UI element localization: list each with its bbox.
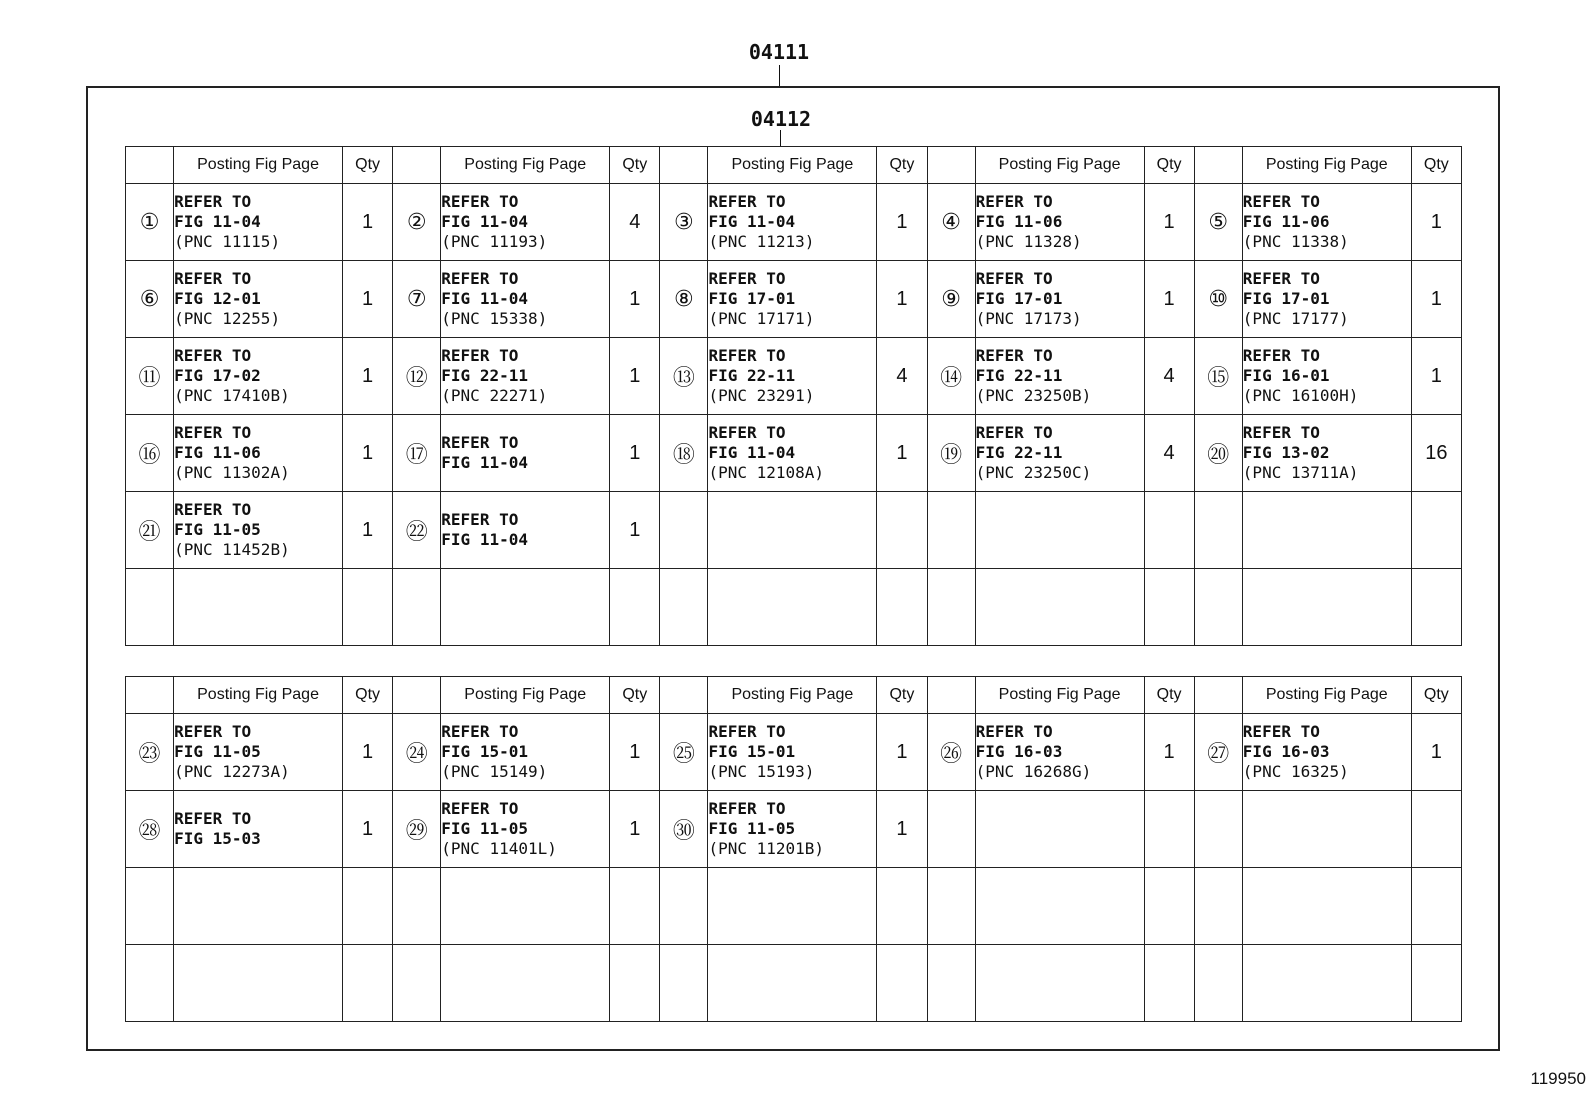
reference-cell <box>708 492 877 569</box>
quantity-cell: 1 <box>610 791 660 868</box>
fig-page-text: FIG 11-04 <box>441 530 528 549</box>
item-number <box>927 791 975 868</box>
table-row <box>126 415 1462 492</box>
fig-page-text: FIG 11-05 <box>174 742 261 761</box>
posting-fig-page-header: Posting Fig Page <box>174 677 343 714</box>
reference-cell <box>1242 261 1411 338</box>
reference-cell <box>975 261 1144 338</box>
reference-cell <box>441 868 610 945</box>
quantity-cell <box>877 492 927 569</box>
posting-fig-page-header: Posting Fig Page <box>1242 677 1411 714</box>
item-number: ⑩ <box>1194 261 1242 338</box>
quantity-cell <box>1411 791 1461 868</box>
pnc-text: (PNC 13711A) <box>1242 463 1359 482</box>
item-number: ⑱ <box>660 415 708 492</box>
reference-cell <box>975 415 1144 492</box>
reference-cell <box>708 338 877 415</box>
reference-cell <box>174 338 343 415</box>
fig-page-text: FIG 11-05 <box>441 819 528 838</box>
reference-cell <box>708 569 877 646</box>
item-number: ⑤ <box>1194 184 1242 261</box>
quantity-cell: 1 <box>1411 714 1461 791</box>
item-number <box>660 945 708 1022</box>
reference-cell <box>441 415 610 492</box>
qty-header: Qty <box>610 147 660 184</box>
quantity-cell <box>1411 569 1461 646</box>
refer-to-text: REFER TO <box>441 433 519 452</box>
quantity-cell: 1 <box>1144 261 1194 338</box>
qty-header: Qty <box>1144 147 1194 184</box>
item-number: ㉚ <box>660 791 708 868</box>
reference-cell <box>975 492 1144 569</box>
quantity-cell: 1 <box>1411 184 1461 261</box>
refer-to-text: REFER TO <box>708 192 786 211</box>
fig-page-text: FIG 22-11 <box>708 366 796 385</box>
refer-to-text: REFER TO <box>174 809 252 828</box>
reference-cell <box>174 415 343 492</box>
index-header-cell <box>1194 677 1242 714</box>
pnc-text: (PNC 15149) <box>441 762 548 781</box>
pnc-text: (PNC 15193) <box>708 762 815 781</box>
quantity-cell: 1 <box>343 338 393 415</box>
item-number <box>1194 492 1242 569</box>
pnc-text: (PNC 15338) <box>441 309 548 328</box>
posting-fig-page-header: Posting Fig Page <box>174 147 343 184</box>
pnc-text: (PNC 12255) <box>174 309 281 328</box>
quantity-cell <box>343 569 393 646</box>
table-row <box>126 261 1462 338</box>
quantity-cell: 4 <box>877 338 927 415</box>
reference-cell <box>174 791 343 868</box>
quantity-cell: 1 <box>1411 261 1461 338</box>
index-header-cell <box>927 147 975 184</box>
quantity-cell: 1 <box>877 184 927 261</box>
refer-to-text: REFER TO <box>174 423 252 442</box>
fig-page-text: FIG 11-04 <box>441 289 528 308</box>
reference-cell <box>1242 791 1411 868</box>
pnc-text: (PNC 17410B) <box>174 386 290 405</box>
quantity-cell <box>610 945 660 1022</box>
quantity-cell: 1 <box>343 184 393 261</box>
reference-cell <box>975 945 1144 1022</box>
item-number <box>1194 945 1242 1022</box>
quantity-cell: 1 <box>343 714 393 791</box>
index-header-cell <box>126 147 174 184</box>
quantity-cell <box>1144 791 1194 868</box>
quantity-cell: 1 <box>1144 714 1194 791</box>
reference-cell <box>975 184 1144 261</box>
item-number: ⑰ <box>393 415 441 492</box>
qty-header: Qty <box>877 677 927 714</box>
item-number <box>126 945 174 1022</box>
item-number: ⑯ <box>126 415 174 492</box>
reference-cell <box>975 868 1144 945</box>
reference-cell <box>1242 714 1411 791</box>
quantity-cell <box>610 868 660 945</box>
refer-to-text: REFER TO <box>174 500 252 519</box>
refer-to-text: REFER TO <box>708 799 786 818</box>
quantity-cell: 1 <box>610 714 660 791</box>
reference-cell <box>174 569 343 646</box>
reference-cell <box>1242 868 1411 945</box>
outer-label-leader-line <box>779 65 780 87</box>
reference-cell <box>708 184 877 261</box>
fig-page-text: FIG 15-03 <box>174 829 261 848</box>
quantity-cell: 1 <box>610 492 660 569</box>
table-row <box>126 714 1462 791</box>
quantity-cell <box>1411 945 1461 1022</box>
reference-cell <box>441 791 610 868</box>
fig-page-text: FIG 11-04 <box>708 212 796 231</box>
index-header-cell <box>927 677 975 714</box>
refer-to-text: REFER TO <box>975 423 1053 442</box>
pnc-text: (PNC 22271) <box>441 386 548 405</box>
reference-cell <box>708 791 877 868</box>
pnc-text: (PNC 17177) <box>1242 309 1349 328</box>
pnc-text: (PNC 11452B) <box>174 540 290 559</box>
pnc-text: (PNC 16268G) <box>975 762 1092 781</box>
reference-cell <box>1242 945 1411 1022</box>
quantity-cell <box>877 868 927 945</box>
reference-cell <box>708 945 877 1022</box>
quantity-cell: 4 <box>610 184 660 261</box>
item-number: ⑦ <box>393 261 441 338</box>
pnc-text: (PNC 11213) <box>708 232 815 251</box>
reference-cell <box>174 184 343 261</box>
reference-cell <box>708 714 877 791</box>
item-number: ③ <box>660 184 708 261</box>
top-parts-table <box>125 146 1462 646</box>
quantity-cell: 1 <box>1411 338 1461 415</box>
item-number: ㉘ <box>126 791 174 868</box>
item-number: ② <box>393 184 441 261</box>
refer-to-text: REFER TO <box>1242 192 1320 211</box>
reference-cell <box>708 868 877 945</box>
quantity-cell: 1 <box>343 791 393 868</box>
inner-group-label: 04112 <box>750 107 812 131</box>
index-header-cell <box>1194 147 1242 184</box>
quantity-cell <box>1411 868 1461 945</box>
quantity-cell <box>1411 492 1461 569</box>
refer-to-text: REFER TO <box>441 346 519 365</box>
quantity-cell <box>343 945 393 1022</box>
fig-page-text: FIG 17-02 <box>174 366 261 385</box>
item-number: ㉑ <box>126 492 174 569</box>
fig-page-text: FIG 22-11 <box>975 366 1063 385</box>
quantity-cell: 1 <box>877 791 927 868</box>
posting-fig-page-header: Posting Fig Page <box>441 147 610 184</box>
table-header-row <box>126 147 1462 184</box>
item-number <box>393 868 441 945</box>
inner-label-leader-line <box>780 130 781 146</box>
index-header-cell <box>660 677 708 714</box>
reference-cell <box>441 261 610 338</box>
pnc-text: (PNC 17171) <box>708 309 815 328</box>
quantity-cell: 1 <box>877 714 927 791</box>
fig-page-text: FIG 11-04 <box>441 453 528 472</box>
item-number: ㉓ <box>126 714 174 791</box>
fig-page-text: FIG 16-01 <box>1242 366 1330 385</box>
refer-to-text: REFER TO <box>441 510 519 529</box>
table-row <box>126 184 1462 261</box>
quantity-cell <box>877 945 927 1022</box>
pnc-text: (PNC 12108A) <box>708 463 825 482</box>
quantity-cell <box>1144 945 1194 1022</box>
pnc-text: (PNC 16325) <box>1242 762 1349 781</box>
refer-to-text: REFER TO <box>708 722 786 741</box>
pnc-text: (PNC 11193) <box>441 232 548 251</box>
item-number: ㉔ <box>393 714 441 791</box>
quantity-cell <box>1144 569 1194 646</box>
item-number <box>927 945 975 1022</box>
qty-header: Qty <box>877 147 927 184</box>
item-number: ⑬ <box>660 338 708 415</box>
posting-fig-page-header: Posting Fig Page <box>1242 147 1411 184</box>
item-number <box>393 569 441 646</box>
item-number <box>126 868 174 945</box>
reference-cell <box>975 714 1144 791</box>
index-header-cell <box>393 677 441 714</box>
fig-page-text: FIG 11-04 <box>441 212 528 231</box>
fig-page-text: FIG 16-03 <box>1242 742 1330 761</box>
reference-cell <box>1242 184 1411 261</box>
reference-cell <box>708 415 877 492</box>
fig-page-text: FIG 11-06 <box>1242 212 1330 231</box>
quantity-cell <box>343 868 393 945</box>
fig-page-text: FIG 15-01 <box>708 742 796 761</box>
reference-cell <box>174 714 343 791</box>
item-number: ⑮ <box>1194 338 1242 415</box>
fig-page-text: FIG 11-05 <box>174 520 261 539</box>
reference-cell <box>441 184 610 261</box>
qty-header: Qty <box>343 147 393 184</box>
pnc-text: (PNC 17173) <box>975 309 1082 328</box>
reference-cell <box>975 791 1144 868</box>
quantity-cell: 1 <box>610 415 660 492</box>
reference-cell <box>1242 338 1411 415</box>
item-number <box>927 868 975 945</box>
item-number: ㉗ <box>1194 714 1242 791</box>
table-header-row <box>126 677 1462 714</box>
refer-to-text: REFER TO <box>174 269 252 288</box>
refer-to-text: REFER TO <box>1242 423 1320 442</box>
qty-header: Qty <box>343 677 393 714</box>
pnc-text: (PNC 23291) <box>708 386 815 405</box>
reference-cell <box>441 945 610 1022</box>
pnc-text: (PNC 11115) <box>174 232 281 251</box>
fig-page-text: FIG 17-01 <box>975 289 1063 308</box>
fig-page-text: FIG 17-01 <box>1242 289 1330 308</box>
table-row <box>126 945 1462 1022</box>
fig-page-text: FIG 11-05 <box>708 819 796 838</box>
item-number <box>927 492 975 569</box>
item-number: ⑫ <box>393 338 441 415</box>
quantity-cell: 1 <box>343 492 393 569</box>
item-number: ⑥ <box>126 261 174 338</box>
reference-cell <box>975 569 1144 646</box>
fig-page-text: FIG 22-11 <box>441 366 528 385</box>
reference-cell <box>441 338 610 415</box>
fig-page-text: FIG 16-03 <box>975 742 1063 761</box>
reference-cell <box>441 492 610 569</box>
fig-page-text: FIG 11-06 <box>975 212 1063 231</box>
fig-page-text: FIG 11-06 <box>174 443 261 462</box>
outer-group-label: 04111 <box>748 40 810 64</box>
pnc-text: (PNC 11338) <box>1242 232 1349 251</box>
item-number <box>927 569 975 646</box>
quantity-cell <box>1144 868 1194 945</box>
quantity-cell: 1 <box>343 261 393 338</box>
item-number: ① <box>126 184 174 261</box>
item-number <box>1194 868 1242 945</box>
refer-to-text: REFER TO <box>708 346 786 365</box>
refer-to-text: REFER TO <box>975 192 1053 211</box>
quantity-cell: 1 <box>610 338 660 415</box>
pnc-text: (PNC 23250B) <box>975 386 1092 405</box>
reference-cell <box>174 492 343 569</box>
item-number <box>660 868 708 945</box>
item-number <box>1194 569 1242 646</box>
quantity-cell: 1 <box>343 415 393 492</box>
refer-to-text: REFER TO <box>174 192 252 211</box>
pnc-text: (PNC 11302A) <box>174 463 290 482</box>
refer-to-text: REFER TO <box>441 192 519 211</box>
quantity-cell: 4 <box>1144 415 1194 492</box>
pnc-text: (PNC 11328) <box>975 232 1082 251</box>
qty-header: Qty <box>1411 677 1461 714</box>
illustration-number: 119950 <box>1530 1069 1586 1088</box>
index-header-cell <box>126 677 174 714</box>
item-number: ⑲ <box>927 415 975 492</box>
fig-page-text: FIG 12-01 <box>174 289 261 308</box>
posting-fig-page-header: Posting Fig Page <box>975 147 1144 184</box>
refer-to-text: REFER TO <box>1242 269 1320 288</box>
reference-cell <box>1242 415 1411 492</box>
quantity-cell <box>610 569 660 646</box>
item-number <box>126 569 174 646</box>
posting-fig-page-header: Posting Fig Page <box>975 677 1144 714</box>
item-number <box>660 492 708 569</box>
refer-to-text: REFER TO <box>174 346 252 365</box>
quantity-cell: 1 <box>877 415 927 492</box>
item-number <box>660 569 708 646</box>
reference-cell <box>441 569 610 646</box>
item-number: ㉖ <box>927 714 975 791</box>
refer-to-text: REFER TO <box>708 269 786 288</box>
quantity-cell <box>877 569 927 646</box>
reference-cell <box>708 261 877 338</box>
refer-to-text: REFER TO <box>975 722 1053 741</box>
fig-page-text: FIG 11-04 <box>174 212 261 231</box>
table-row <box>126 569 1462 646</box>
item-number: ⑪ <box>126 338 174 415</box>
fig-page-text: FIG 11-04 <box>708 443 796 462</box>
item-number: ⑨ <box>927 261 975 338</box>
pnc-text: (PNC 11401L) <box>441 839 557 858</box>
pnc-text: (PNC 16100H) <box>1242 386 1359 405</box>
index-header-cell <box>393 147 441 184</box>
refer-to-text: REFER TO <box>975 346 1053 365</box>
pnc-text: (PNC 23250C) <box>975 463 1092 482</box>
qty-header: Qty <box>610 677 660 714</box>
item-number <box>1194 791 1242 868</box>
refer-to-text: REFER TO <box>174 722 252 741</box>
index-header-cell <box>660 147 708 184</box>
reference-cell <box>1242 492 1411 569</box>
quantity-cell: 1 <box>877 261 927 338</box>
quantity-cell <box>1144 492 1194 569</box>
refer-to-text: REFER TO <box>708 423 786 442</box>
item-number: ㉙ <box>393 791 441 868</box>
refer-to-text: REFER TO <box>1242 346 1320 365</box>
fig-page-text: FIG 22-11 <box>975 443 1063 462</box>
quantity-cell: 1 <box>1144 184 1194 261</box>
reference-cell <box>441 714 610 791</box>
refer-to-text: REFER TO <box>441 269 519 288</box>
posting-fig-page-header: Posting Fig Page <box>441 677 610 714</box>
qty-header: Qty <box>1411 147 1461 184</box>
bottom-parts-table <box>125 676 1462 1022</box>
table-row <box>126 492 1462 569</box>
quantity-cell: 16 <box>1411 415 1461 492</box>
fig-page-text: FIG 15-01 <box>441 742 528 761</box>
item-number: ⑳ <box>1194 415 1242 492</box>
refer-to-text: REFER TO <box>441 722 519 741</box>
refer-to-text: REFER TO <box>441 799 519 818</box>
qty-header: Qty <box>1144 677 1194 714</box>
item-number: ⑭ <box>927 338 975 415</box>
reference-cell <box>174 261 343 338</box>
pnc-text: (PNC 11201B) <box>708 839 825 858</box>
table-row <box>126 338 1462 415</box>
posting-fig-page-header: Posting Fig Page <box>708 677 877 714</box>
reference-cell <box>1242 569 1411 646</box>
fig-page-text: FIG 17-01 <box>708 289 796 308</box>
item-number: ④ <box>927 184 975 261</box>
refer-to-text: REFER TO <box>975 269 1053 288</box>
reference-cell <box>174 868 343 945</box>
quantity-cell: 4 <box>1144 338 1194 415</box>
pnc-text: (PNC 12273A) <box>174 762 290 781</box>
refer-to-text: REFER TO <box>1242 722 1320 741</box>
item-number: ⑧ <box>660 261 708 338</box>
item-number: ㉕ <box>660 714 708 791</box>
posting-fig-page-header: Posting Fig Page <box>708 147 877 184</box>
item-number: ㉒ <box>393 492 441 569</box>
fig-page-text: FIG 13-02 <box>1242 443 1330 462</box>
table-row <box>126 791 1462 868</box>
item-number <box>393 945 441 1022</box>
reference-cell <box>975 338 1144 415</box>
table-row <box>126 868 1462 945</box>
reference-cell <box>174 945 343 1022</box>
quantity-cell: 1 <box>610 261 660 338</box>
